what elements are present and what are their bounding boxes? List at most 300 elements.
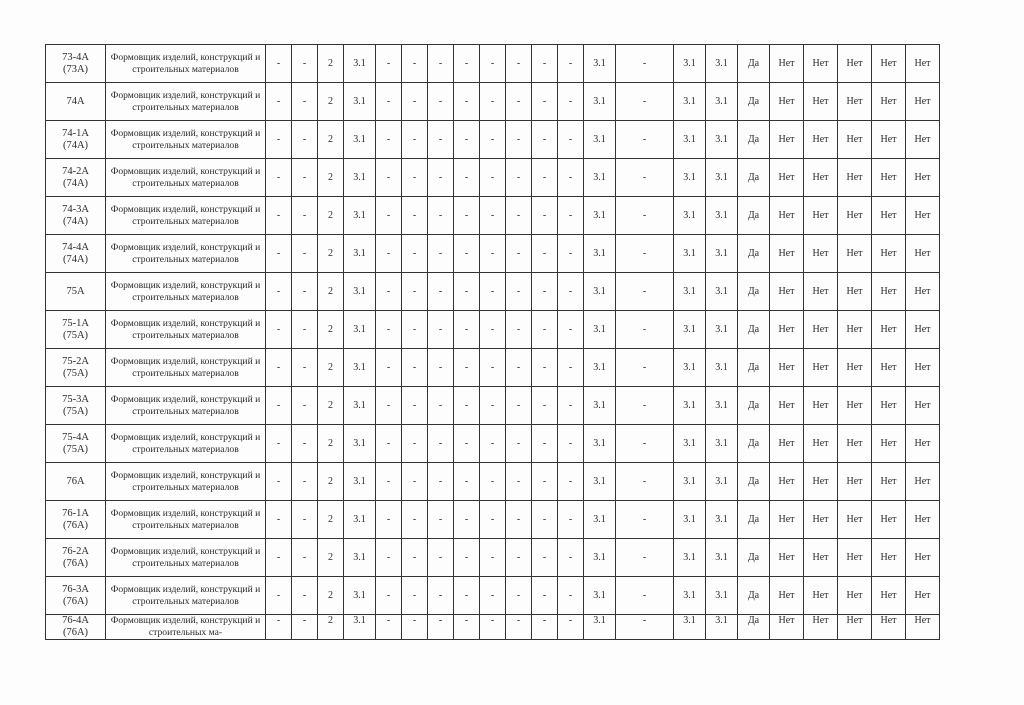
- value-cell: -: [292, 197, 318, 235]
- value-cell: 3.1: [344, 197, 376, 235]
- value-cell: 3.1: [706, 273, 738, 311]
- value-cell: -: [402, 45, 428, 83]
- value-cell: -: [616, 197, 674, 235]
- workplace-code-cell: [46, 45, 106, 83]
- value-cell: -: [266, 463, 292, 501]
- value-cell: -: [454, 83, 480, 121]
- value-cell: -: [266, 387, 292, 425]
- value-cell: -: [480, 83, 506, 121]
- value-cell: -: [480, 539, 506, 577]
- value-cell: 3.1: [344, 83, 376, 121]
- value-cell: -: [532, 349, 558, 387]
- value-cell: -: [506, 83, 532, 121]
- value-cell: -: [292, 501, 318, 539]
- workplace-analog-ref: (74А): [62, 215, 89, 227]
- value-cell: -: [428, 45, 454, 83]
- value-cell: -: [616, 615, 674, 640]
- value-cell: Да: [738, 577, 770, 615]
- value-cell: 3.1: [706, 425, 738, 463]
- value-cell: -: [558, 387, 584, 425]
- value-cell: -: [292, 311, 318, 349]
- value-cell: Да: [738, 273, 770, 311]
- value-cell: 3.1: [584, 349, 616, 387]
- value-cell: 2: [318, 577, 344, 615]
- value-cell: 3.1: [584, 577, 616, 615]
- value-cell: 2: [318, 463, 344, 501]
- value-cell: Нет: [804, 45, 838, 83]
- value-cell: -: [266, 159, 292, 197]
- profession-name: Формовщик изделий, конструкций и строительных материалов: [106, 539, 266, 577]
- value-cell: 3.1: [706, 387, 738, 425]
- value-cell: Нет: [906, 121, 940, 159]
- value-cell: -: [428, 501, 454, 539]
- value-cell: Нет: [906, 463, 940, 501]
- value-cell: -: [506, 463, 532, 501]
- value-cell: -: [376, 311, 402, 349]
- workplace-code-cell: [46, 539, 106, 577]
- value-cell: 3.1: [584, 311, 616, 349]
- value-cell: Нет: [770, 463, 804, 501]
- value-cell: Нет: [872, 387, 906, 425]
- workplace-analog-ref: (75А): [62, 367, 89, 379]
- value-cell: 3.1: [706, 311, 738, 349]
- value-cell: -: [454, 539, 480, 577]
- value-cell: -: [292, 235, 318, 273]
- table-row: [46, 349, 940, 387]
- value-cell: 2: [318, 235, 344, 273]
- value-cell: 3.1: [584, 387, 616, 425]
- value-cell: -: [558, 615, 584, 640]
- profession-name: Формовщик изделий, конструкций и строительных материалов: [106, 577, 266, 615]
- value-cell: 3.1: [674, 463, 706, 501]
- value-cell: 3.1: [344, 463, 376, 501]
- value-cell: Нет: [770, 425, 804, 463]
- value-cell: -: [506, 235, 532, 273]
- workplace-code-cell: [46, 235, 106, 273]
- value-cell: -: [480, 615, 506, 640]
- value-cell: -: [616, 83, 674, 121]
- value-cell: Нет: [804, 463, 838, 501]
- value-cell: Нет: [838, 45, 872, 83]
- value-cell: Нет: [872, 235, 906, 273]
- value-cell: -: [506, 45, 532, 83]
- value-cell: -: [532, 387, 558, 425]
- value-cell: -: [616, 577, 674, 615]
- value-cell: -: [616, 463, 674, 501]
- value-cell: 2: [318, 83, 344, 121]
- assessment-table: [45, 44, 940, 640]
- value-cell: -: [480, 501, 506, 539]
- value-cell: -: [376, 159, 402, 197]
- value-cell: -: [266, 121, 292, 159]
- value-cell: -: [428, 349, 454, 387]
- table-row: [46, 159, 940, 197]
- profession-name: Формовщик изделий, конструкций и строительных ма-: [106, 615, 266, 640]
- profession-name: Формовщик изделий, конструкций и строительных материалов: [106, 463, 266, 501]
- value-cell: Нет: [906, 539, 940, 577]
- value-cell: -: [532, 273, 558, 311]
- value-cell: Нет: [770, 45, 804, 83]
- value-cell: 3.1: [584, 159, 616, 197]
- workplace-analog-ref: (75А): [62, 443, 89, 455]
- value-cell: -: [506, 311, 532, 349]
- value-cell: 3.1: [344, 349, 376, 387]
- value-cell: -: [558, 121, 584, 159]
- value-cell: -: [558, 539, 584, 577]
- workplace-code-cell: [46, 425, 106, 463]
- value-cell: -: [266, 311, 292, 349]
- value-cell: -: [454, 235, 480, 273]
- value-cell: 3.1: [584, 273, 616, 311]
- value-cell: 3.1: [584, 235, 616, 273]
- value-cell: Нет: [770, 83, 804, 121]
- value-cell: Нет: [872, 501, 906, 539]
- table-row: [46, 311, 940, 349]
- value-cell: 3.1: [706, 83, 738, 121]
- value-cell: Да: [738, 501, 770, 539]
- value-cell: 2: [318, 425, 344, 463]
- value-cell: 3.1: [584, 501, 616, 539]
- value-cell: -: [402, 577, 428, 615]
- value-cell: 2: [318, 349, 344, 387]
- value-cell: -: [402, 387, 428, 425]
- value-cell: -: [402, 235, 428, 273]
- value-cell: Да: [738, 463, 770, 501]
- value-cell: Нет: [770, 387, 804, 425]
- value-cell: Да: [738, 235, 770, 273]
- value-cell: Нет: [804, 235, 838, 273]
- workplace-code-cell: [46, 615, 106, 640]
- workplace-analog-ref: (74А): [62, 139, 89, 151]
- value-cell: -: [616, 121, 674, 159]
- profession-name: Формовщик изделий, конструкций и строительных материалов: [106, 387, 266, 425]
- value-cell: -: [292, 539, 318, 577]
- value-cell: 3.1: [706, 235, 738, 273]
- value-cell: 3.1: [674, 311, 706, 349]
- value-cell: -: [532, 425, 558, 463]
- profession-name: Формовщик изделий, конструкций и строительных материалов: [106, 197, 266, 235]
- table-body: [46, 45, 940, 640]
- value-cell: Нет: [906, 615, 940, 640]
- value-cell: Нет: [906, 159, 940, 197]
- value-cell: 3.1: [344, 425, 376, 463]
- value-cell: -: [428, 577, 454, 615]
- value-cell: 3.1: [706, 501, 738, 539]
- value-cell: -: [616, 235, 674, 273]
- profession-name: Формовщик изделий, конструкций и строительных материалов: [106, 45, 266, 83]
- value-cell: Нет: [804, 159, 838, 197]
- workplace-analog-ref: (75А): [62, 405, 89, 417]
- value-cell: -: [558, 425, 584, 463]
- value-cell: Нет: [872, 197, 906, 235]
- value-cell: Нет: [906, 425, 940, 463]
- value-cell: -: [558, 577, 584, 615]
- table-row: [46, 463, 940, 501]
- value-cell: 3.1: [584, 425, 616, 463]
- value-cell: Нет: [872, 349, 906, 387]
- value-cell: -: [454, 159, 480, 197]
- value-cell: -: [402, 83, 428, 121]
- value-cell: -: [616, 425, 674, 463]
- table-row: [46, 501, 940, 539]
- workplace-code: 75А: [66, 285, 85, 297]
- value-cell: Нет: [872, 425, 906, 463]
- value-cell: 3.1: [674, 197, 706, 235]
- value-cell: Нет: [838, 197, 872, 235]
- table-row: [46, 577, 940, 615]
- workplace-analog-ref: (76А): [62, 519, 89, 531]
- value-cell: Нет: [770, 273, 804, 311]
- value-cell: 3.1: [674, 121, 706, 159]
- value-cell: -: [376, 463, 402, 501]
- value-cell: -: [402, 501, 428, 539]
- value-cell: -: [616, 349, 674, 387]
- value-cell: -: [480, 45, 506, 83]
- value-cell: -: [558, 83, 584, 121]
- value-cell: -: [454, 577, 480, 615]
- value-cell: 2: [318, 121, 344, 159]
- value-cell: 3.1: [674, 577, 706, 615]
- value-cell: -: [558, 311, 584, 349]
- value-cell: Нет: [838, 83, 872, 121]
- value-cell: Нет: [906, 577, 940, 615]
- value-cell: -: [376, 45, 402, 83]
- value-cell: -: [454, 45, 480, 83]
- table-row: [46, 45, 940, 83]
- profession-name: Формовщик изделий, конструкций и строительных материалов: [106, 159, 266, 197]
- value-cell: -: [402, 273, 428, 311]
- value-cell: -: [532, 159, 558, 197]
- value-cell: -: [506, 425, 532, 463]
- workplace-code: 75-1А: [62, 317, 89, 329]
- value-cell: 3.1: [344, 539, 376, 577]
- value-cell: Да: [738, 615, 770, 640]
- value-cell: Нет: [838, 121, 872, 159]
- value-cell: Нет: [804, 425, 838, 463]
- value-cell: 3.1: [706, 539, 738, 577]
- value-cell: 2: [318, 387, 344, 425]
- value-cell: 3.1: [674, 539, 706, 577]
- value-cell: 3.1: [674, 45, 706, 83]
- value-cell: -: [402, 425, 428, 463]
- value-cell: Нет: [770, 577, 804, 615]
- table-row: [46, 121, 940, 159]
- workplace-analog-ref: (74А): [62, 177, 89, 189]
- value-cell: -: [558, 501, 584, 539]
- value-cell: 2: [318, 273, 344, 311]
- value-cell: 3.1: [674, 159, 706, 197]
- value-cell: -: [454, 501, 480, 539]
- value-cell: -: [480, 159, 506, 197]
- value-cell: 3.1: [706, 463, 738, 501]
- value-cell: -: [454, 425, 480, 463]
- value-cell: 3.1: [706, 197, 738, 235]
- value-cell: -: [506, 197, 532, 235]
- value-cell: Да: [738, 539, 770, 577]
- value-cell: -: [428, 159, 454, 197]
- value-cell: 3.1: [344, 273, 376, 311]
- value-cell: Нет: [838, 273, 872, 311]
- value-cell: -: [402, 311, 428, 349]
- workplace-code-cell: [46, 349, 106, 387]
- value-cell: 3.1: [344, 159, 376, 197]
- profession-name: Формовщик изделий, конструкций и строительных материалов: [106, 235, 266, 273]
- value-cell: -: [428, 615, 454, 640]
- value-cell: Нет: [906, 349, 940, 387]
- value-cell: -: [292, 577, 318, 615]
- workplace-code: 76-3А: [62, 583, 89, 595]
- value-cell: -: [558, 159, 584, 197]
- value-cell: Нет: [872, 121, 906, 159]
- value-cell: -: [376, 425, 402, 463]
- value-cell: Нет: [906, 197, 940, 235]
- workplace-code-cell: [46, 197, 106, 235]
- value-cell: -: [532, 311, 558, 349]
- value-cell: -: [506, 539, 532, 577]
- value-cell: Нет: [838, 425, 872, 463]
- table-row: [46, 425, 940, 463]
- value-cell: -: [376, 539, 402, 577]
- value-cell: -: [428, 387, 454, 425]
- value-cell: Нет: [838, 501, 872, 539]
- value-cell: -: [480, 425, 506, 463]
- value-cell: -: [506, 121, 532, 159]
- value-cell: Да: [738, 349, 770, 387]
- value-cell: 3.1: [674, 273, 706, 311]
- value-cell: -: [616, 159, 674, 197]
- value-cell: Нет: [770, 235, 804, 273]
- workplace-code: 74-2А: [62, 165, 89, 177]
- value-cell: Нет: [838, 235, 872, 273]
- value-cell: 3.1: [344, 121, 376, 159]
- value-cell: Нет: [906, 311, 940, 349]
- value-cell: Нет: [804, 349, 838, 387]
- value-cell: 3.1: [584, 463, 616, 501]
- value-cell: 3.1: [706, 45, 738, 83]
- table-row: [46, 273, 940, 311]
- profession-name: Формовщик изделий, конструкций и строительных материалов: [106, 425, 266, 463]
- value-cell: -: [376, 615, 402, 640]
- value-cell: -: [480, 121, 506, 159]
- table-row: [46, 235, 940, 273]
- value-cell: -: [454, 463, 480, 501]
- value-cell: Да: [738, 83, 770, 121]
- value-cell: -: [292, 387, 318, 425]
- value-cell: -: [266, 273, 292, 311]
- value-cell: Нет: [770, 615, 804, 640]
- workplace-code: 74-4А: [62, 241, 89, 253]
- value-cell: -: [616, 539, 674, 577]
- workplace-code: 75-2А: [62, 355, 89, 367]
- value-cell: -: [376, 197, 402, 235]
- value-cell: 3.1: [706, 121, 738, 159]
- value-cell: 3.1: [674, 501, 706, 539]
- value-cell: -: [292, 349, 318, 387]
- value-cell: -: [292, 463, 318, 501]
- table-row: [46, 83, 940, 121]
- profession-name: Формовщик изделий, конструкций и строительных материалов: [106, 311, 266, 349]
- value-cell: Нет: [906, 83, 940, 121]
- value-cell: Да: [738, 159, 770, 197]
- value-cell: -: [558, 197, 584, 235]
- value-cell: Нет: [770, 349, 804, 387]
- value-cell: -: [266, 235, 292, 273]
- workplace-code: 76-4А: [62, 615, 89, 626]
- value-cell: Нет: [838, 387, 872, 425]
- value-cell: -: [480, 311, 506, 349]
- value-cell: 3.1: [674, 387, 706, 425]
- workplace-code-cell: [46, 311, 106, 349]
- value-cell: -: [402, 539, 428, 577]
- workplace-analog-ref: (75А): [62, 329, 89, 341]
- profession-name: Формовщик изделий, конструкций и строительных материалов: [106, 349, 266, 387]
- workplace-code: 76-1А: [62, 507, 89, 519]
- value-cell: Нет: [838, 349, 872, 387]
- value-cell: Нет: [872, 539, 906, 577]
- value-cell: 3.1: [674, 425, 706, 463]
- value-cell: 2: [318, 311, 344, 349]
- workplace-code-cell: [46, 577, 106, 615]
- value-cell: -: [532, 121, 558, 159]
- value-cell: Нет: [906, 45, 940, 83]
- value-cell: Нет: [872, 159, 906, 197]
- value-cell: 3.1: [344, 311, 376, 349]
- profession-name: Формовщик изделий, конструкций и строительных материалов: [106, 121, 266, 159]
- value-cell: -: [402, 349, 428, 387]
- value-cell: -: [428, 197, 454, 235]
- value-cell: 3.1: [584, 539, 616, 577]
- value-cell: 3.1: [584, 45, 616, 83]
- value-cell: -: [402, 615, 428, 640]
- workplace-code: 76-2А: [62, 545, 89, 557]
- value-cell: Нет: [804, 121, 838, 159]
- value-cell: -: [266, 349, 292, 387]
- value-cell: Нет: [804, 311, 838, 349]
- value-cell: -: [616, 45, 674, 83]
- value-cell: -: [454, 197, 480, 235]
- value-cell: -: [616, 501, 674, 539]
- value-cell: Да: [738, 197, 770, 235]
- value-cell: -: [480, 463, 506, 501]
- value-cell: -: [266, 197, 292, 235]
- value-cell: Нет: [804, 577, 838, 615]
- workplace-code: 74А: [66, 95, 85, 107]
- value-cell: 2: [318, 539, 344, 577]
- value-cell: Нет: [872, 273, 906, 311]
- value-cell: -: [266, 83, 292, 121]
- value-cell: Да: [738, 121, 770, 159]
- workplace-code: 74-1А: [62, 127, 89, 139]
- value-cell: 2: [318, 159, 344, 197]
- value-cell: -: [266, 425, 292, 463]
- value-cell: 3.1: [344, 615, 376, 640]
- table-row: [46, 387, 940, 425]
- value-cell: 3.1: [706, 615, 738, 640]
- value-cell: -: [266, 615, 292, 640]
- value-cell: Да: [738, 387, 770, 425]
- value-cell: -: [292, 83, 318, 121]
- value-cell: Нет: [770, 311, 804, 349]
- value-cell: 3.1: [344, 387, 376, 425]
- value-cell: -: [506, 273, 532, 311]
- value-cell: -: [506, 577, 532, 615]
- value-cell: -: [428, 539, 454, 577]
- value-cell: -: [558, 235, 584, 273]
- value-cell: -: [532, 83, 558, 121]
- profession-name: Формовщик изделий, конструкций и строительных материалов: [106, 83, 266, 121]
- workplace-analog-ref: (73А): [62, 63, 89, 75]
- value-cell: Нет: [838, 463, 872, 501]
